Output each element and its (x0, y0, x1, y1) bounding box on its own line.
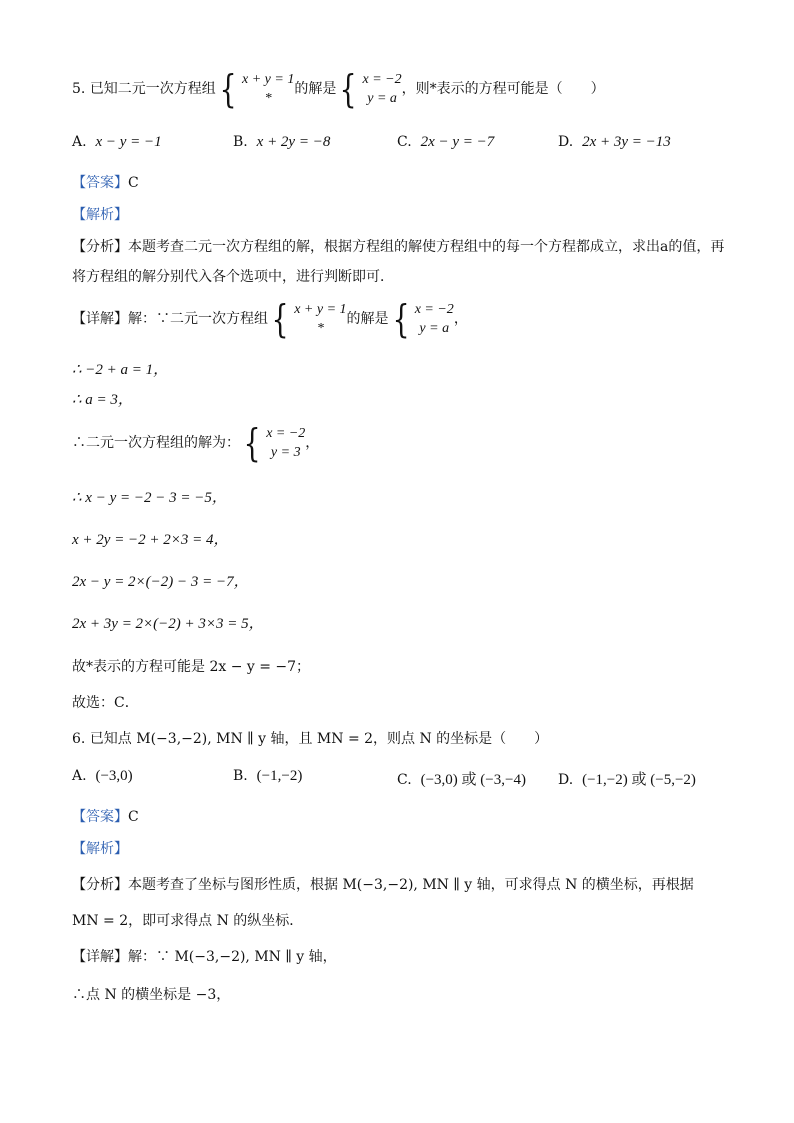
q5-detail (72, 297, 468, 341)
q5-answer (72, 172, 139, 192)
equation: * (316, 321, 324, 336)
q5-fenxi-line1: 【分析】本题考查二元一次方程组的解，根据方程组的解使方程组中的每一个方程都成立，求出a的值，再 (72, 239, 725, 255)
q5-sys1-eq2: * (264, 91, 272, 106)
q6-option-a (72, 768, 133, 785)
q5-stem (72, 67, 605, 111)
q5-sys2-eq1: x = −2 (362, 72, 402, 87)
option-expr: (−1,−2) 或 (−5,−2) (582, 772, 696, 788)
q5-option-c (397, 134, 494, 151)
q6-detail-line2: ∴点 N 的横坐标是 −3， (72, 987, 231, 1003)
q5-option-a (72, 134, 162, 151)
option-letter: B. (233, 134, 248, 150)
q5-number: 5. (72, 81, 86, 97)
q6-option-c (397, 768, 526, 789)
q5-sys2-eq2: y = a (367, 91, 397, 106)
equation: y = 3 (270, 445, 301, 460)
q5-choice: 故选：C． (72, 695, 139, 711)
q5-check-2: x + 2y = −2 + 2×3 = 4， (72, 532, 229, 548)
q5-sys1-eq1: x + y = 1 (242, 72, 295, 87)
q6-stem (72, 728, 548, 748)
q5-stem-a: 已知二元一次方程组 (89, 81, 216, 97)
answer-label: 【答案】 (72, 809, 128, 825)
q5-solution-system (240, 421, 306, 465)
equation: x = −2 (414, 302, 454, 317)
q6-fenxi-line1: 【分析】本题考查了坐标与图形性质，根据 M(−3,−2), MN ∥ y 轴，可求得点 N 的横坐标，再根据 (72, 877, 694, 893)
q6-detail-line1: 【详解】解：∵ M(−3,−2), MN ∥ y 轴， (72, 949, 337, 965)
equation: x + y = 1 (294, 302, 347, 317)
q5-solution (72, 421, 320, 465)
equation: x = −2 (266, 426, 306, 441)
answer-value: C (128, 175, 139, 191)
q6-number: 6. (72, 731, 86, 747)
answer-value: C (128, 809, 139, 825)
option-letter: A. (72, 134, 87, 150)
solution-end: ， (305, 435, 320, 451)
q5-option-b (233, 134, 330, 151)
q6-option-b (233, 768, 302, 785)
option-letter: D. (558, 772, 574, 788)
brace-icon: { (219, 67, 237, 111)
q6-option-d (558, 768, 696, 789)
q5-step-2: ∴ a = 3， (72, 392, 133, 408)
q5-check-4: 2x + 3y = 2×(−2) + 3×3 = 5， (72, 616, 264, 632)
option-letter: A. (72, 768, 87, 784)
q5-system-2 (336, 67, 402, 111)
q5-detail-system-1 (268, 297, 347, 341)
detail-end: ， (453, 311, 468, 327)
q5-stem-b: 的解是 (294, 81, 337, 97)
option-expr: x + 2y = −8 (256, 134, 331, 150)
q6-stem-text: 已知点 M(−3,−2), MN ∥ y 轴，且 MN = 2，则点 N 的坐标是（ ） (89, 731, 549, 747)
q5-option-d (558, 134, 671, 151)
option-letter: C. (397, 772, 412, 788)
q5-system-1 (216, 67, 295, 111)
brace-icon: { (271, 297, 289, 341)
brace-icon: { (392, 297, 410, 341)
q5-detail-system-2 (389, 297, 454, 341)
option-expr: (−1,−2) (256, 768, 303, 784)
option-expr: x − y = −1 (95, 134, 162, 150)
option-letter: D. (558, 134, 574, 150)
option-expr: (−3,0) 或 (−3,−4) (420, 772, 526, 788)
q5-fenxi-line2: 将方程组的解分别代入各个选项中，进行判断即可． (72, 269, 394, 285)
brace-icon: { (243, 421, 261, 465)
option-letter: B. (233, 768, 248, 784)
option-expr: (−3,0) (95, 768, 133, 784)
option-expr: 2x + 3y = −13 (582, 134, 671, 150)
answer-label: 【答案】 (72, 175, 128, 191)
q6-analysis-label: 【解析】 (72, 841, 128, 857)
q5-analysis-label: 【解析】 (72, 207, 128, 223)
q6-fenxi-line2: MN = 2，即可求得点 N 的纵坐标． (72, 913, 304, 929)
detail-prefix: 【详解】解：∵二元一次方程组 (72, 311, 268, 327)
option-letter: C. (397, 134, 412, 150)
q5-step-1: ∴ −2 + a = 1， (72, 362, 169, 378)
detail-mid: 的解是 (346, 311, 389, 327)
q5-check-3: 2x − y = 2×(−2) − 3 = −7， (72, 574, 249, 590)
equation: y = a (419, 321, 450, 336)
q6-answer (72, 806, 139, 826)
q5-check-1: ∴ x − y = −2 − 3 = −5， (72, 490, 227, 506)
option-expr: 2x − y = −7 (420, 134, 495, 150)
brace-icon: { (339, 67, 357, 111)
solution-prefix: ∴二元一次方程组的解为： (72, 435, 240, 451)
q5-stem-c: ，则*表示的方程可能是（ ） (401, 81, 605, 97)
q5-conclusion: 故*表示的方程可能是 2x − y = −7； (72, 659, 311, 675)
